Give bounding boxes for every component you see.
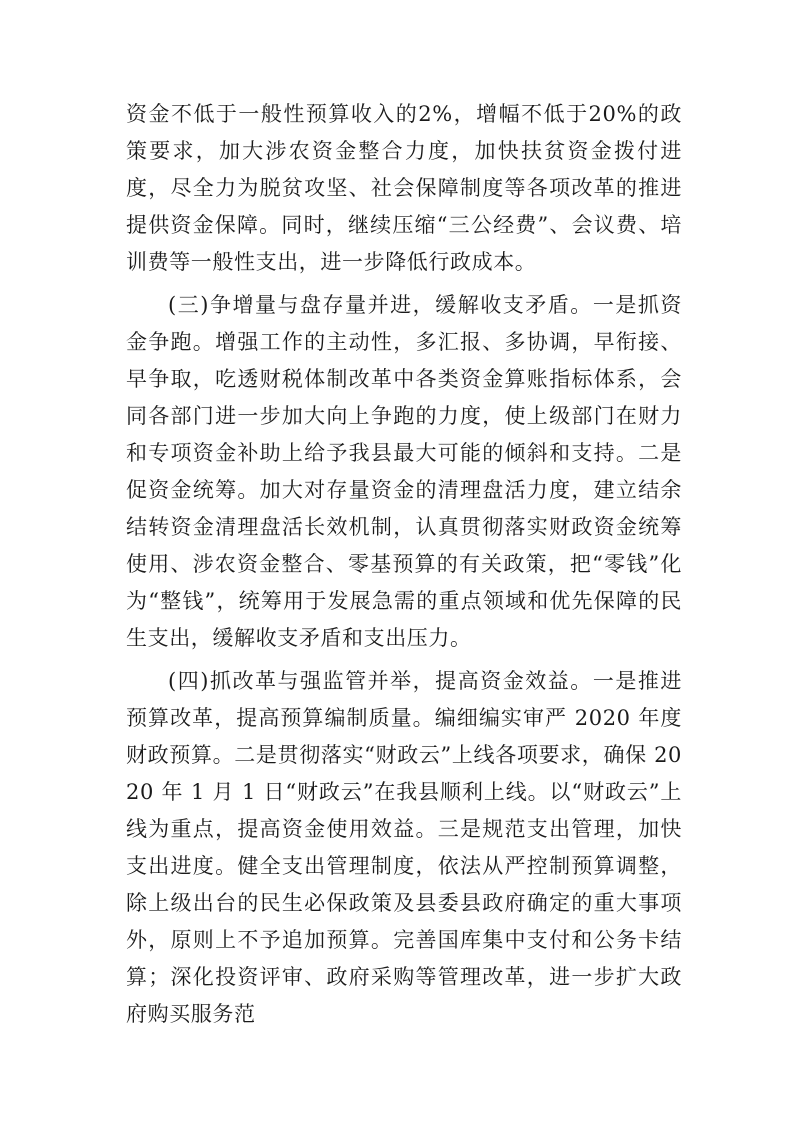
document-body	[126, 96, 682, 1033]
paragraph-continuation: 资金不低于一般性预算收入的2%，增幅不低于20%的政策要求，加大涉农资金整合力度，加快扶贫资金拨付进度，尽全力为脱贫攻坚、社会保障制度等各项改革的推进提供资金保障。同时，继续压缩“三公经费”、会议费、培训费等一般性支出，进一步降低行政成本。	[126, 102, 682, 274]
paragraph-section-4: (四)抓改革与强监管并举，提高资金效益。一是推进预算改革，提高预算编制质量。编细编实审严 2020 年度财政预算。二是贯彻落实“财政云”上线各项要求，确保 2020 年 1 月 1 日“财政云”在我县顺利上线。以“财政云”上线为重点，提高资金使用效益。三是规范支出管理，加快支出进度。健全支出管理制度，依法从严控制预算调整，除上级出台的民生必保政策及县委县政府确定的重大事项外，原则上不予追加预算。完善国库集中支付和公务卡结算；深化投资评审、政府采购等管理改革，进一步扩大政府购买服务范	[126, 669, 682, 1026]
paragraph-section-3: (三)争增量与盘存量并进，缓解收支矛盾。一是抓资金争跑。增强工作的主动性，多汇报、多协调，早衔接、早争取，吃透财税体制改革中各类资金算账指标体系，会同各部门进一步加大向上争跑的力度，使上级部门在财力和专项资金补助上给予我县最大可能的倾斜和支持。二是促资金统筹。加大对存量资金的清理盘活力度，建立结余结转资金清理盘活长效机制，认真贯彻落实财政资金统筹使用、涉农资金整合、零基预算的有关政策，把“零钱”化为“整钱”，统筹用于发展急需的重点领域和优先保障的民生支出，缓解收支矛盾和支出压力。	[126, 293, 682, 650]
